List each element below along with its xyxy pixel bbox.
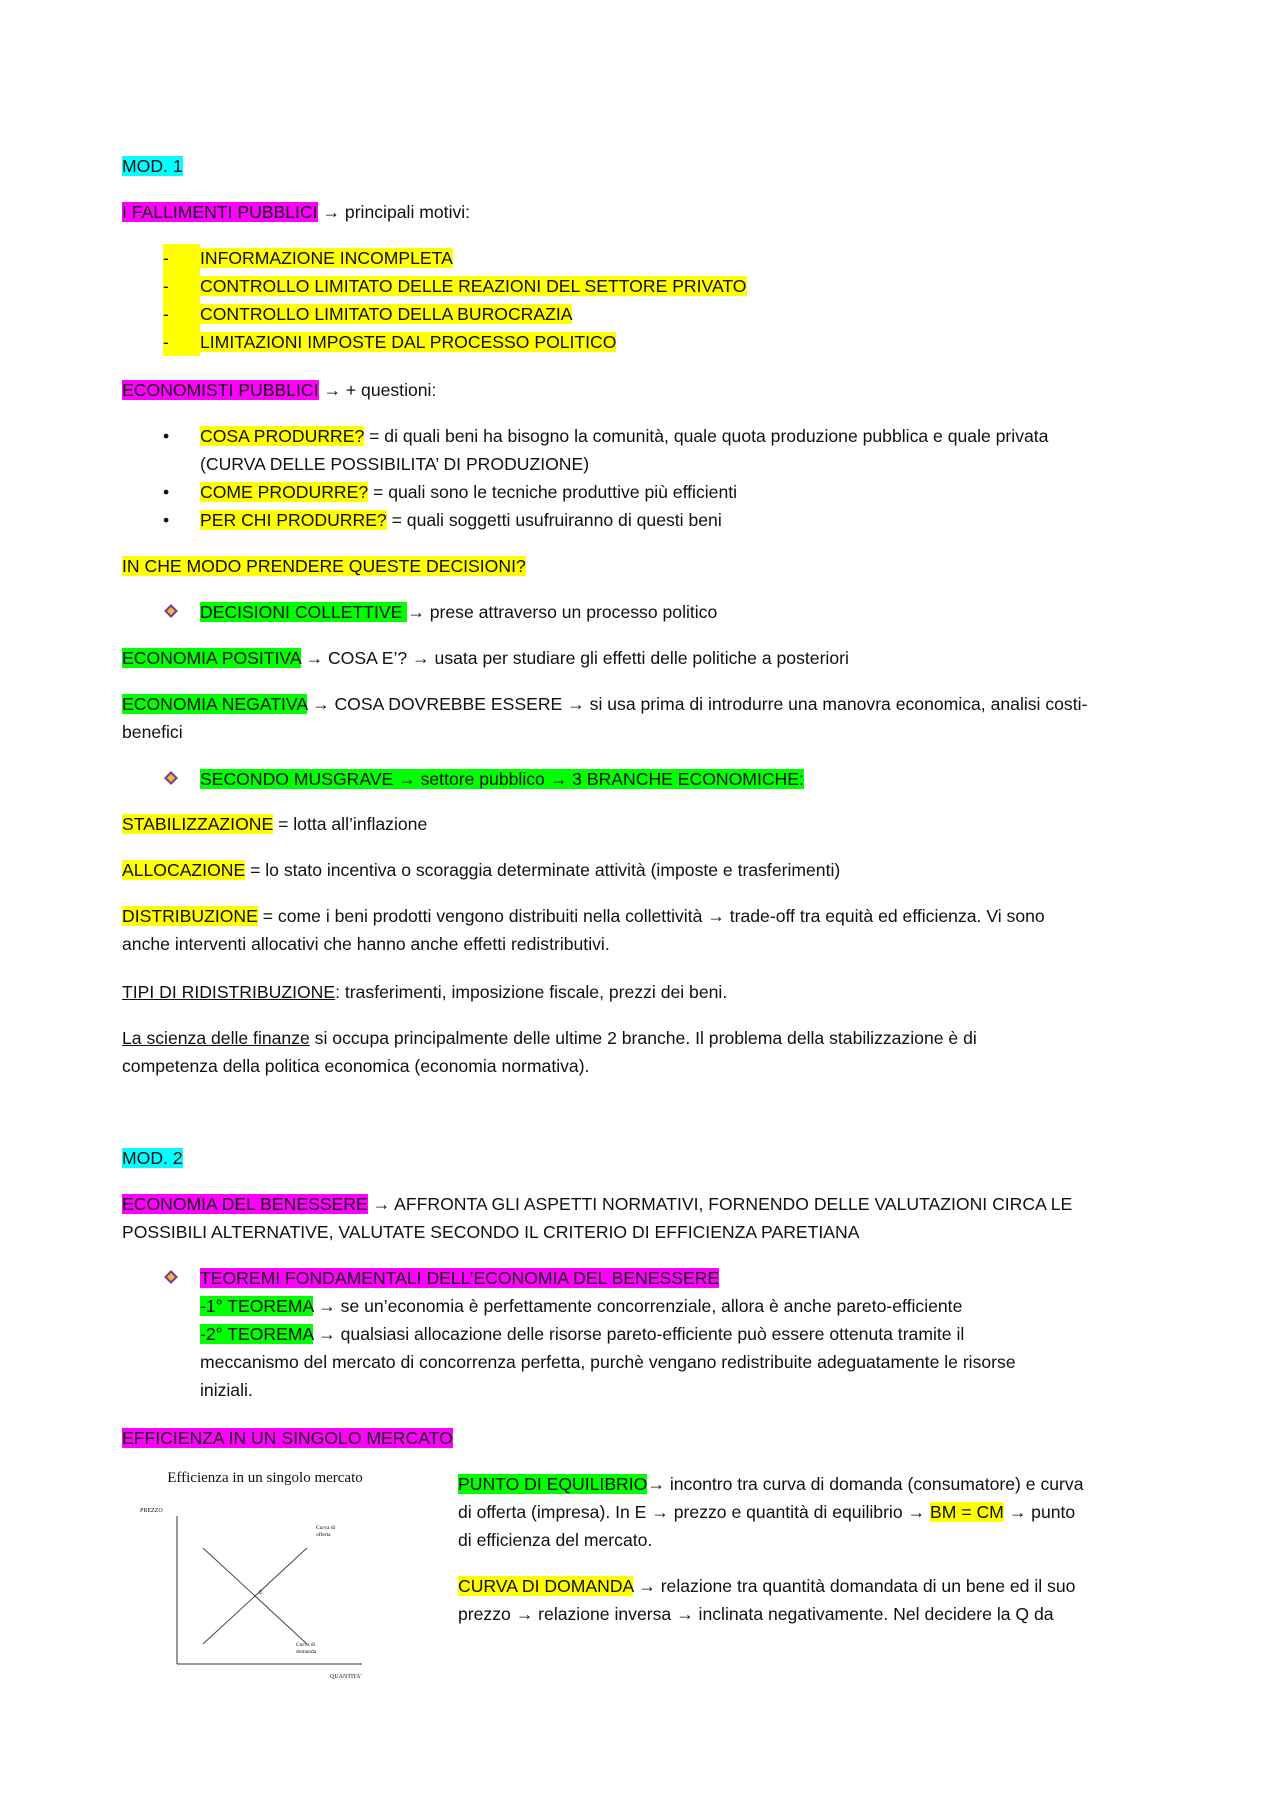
fallimenti-label: I FALLIMENTI PUBBLICI: [122, 202, 318, 222]
offerta-label: Curva di: [316, 1525, 336, 1531]
list-item: INFORMAZIONE INCOMPLETA: [200, 248, 453, 268]
list-item: CONTROLLO LIMITATO DELLA BUROCRAZIA: [200, 304, 573, 324]
economia-negativa: ECONOMIA NEGATIVA → COSA DOVREBBE ESSERE → si usa prima di introdurre una manovra economica, analisi costi-: [122, 694, 1088, 714]
musgrave-item: SECONDO MUSGRAVE → settore pubblico → 3 BRANCHE ECONOMICHE:: [200, 769, 804, 789]
scienza-finanze-cont: competenza della politica economica (economia normativa).: [122, 1056, 590, 1076]
distribuzione-cont: anche interventi allocativi che hanno anche effetti redistributivi.: [122, 934, 610, 954]
offerta-label: offerta: [316, 1532, 331, 1538]
decisioni-item: DECISIONI COLLETTIVE → prese attraverso un processo politico: [200, 602, 718, 622]
fallimenti-heading: I FALLIMENTI PUBBLICI → principali motivi:: [122, 202, 471, 222]
list-item: COME PRODURRE? = quali sono le tecniche produttive più efficienti: [200, 482, 738, 502]
decisioni-question: IN CHE MODO PRENDERE QUESTE DECISIONI?: [122, 556, 526, 576]
list-dash: -: [163, 300, 200, 328]
domanda-label: Curva di: [296, 1642, 316, 1648]
teorema-2-cont: meccanismo del mercato di concorrenza perfetta, purchè vengano redistribuite adeguatamente le risorse: [200, 1352, 1016, 1372]
bullet: •: [163, 426, 170, 446]
list-dash: -: [163, 328, 200, 356]
efficienza-heading: EFFICIENZA IN UN SINGOLO MERCATO: [122, 1428, 453, 1448]
economia-negativa-cont: benefici: [122, 722, 183, 742]
teorema-1: -1° TEOREMA → se un’economia è perfettamente concorrenziale, allora è anche pareto-efficiente: [200, 1296, 963, 1316]
stabilizzazione: STABILIZZAZIONE = lotta all’inflazione: [122, 814, 428, 834]
equilibrio-text: PUNTO DI EQUILIBRIO→ incontro tra curva di domanda (consumatore) e curva: [458, 1474, 1084, 1494]
mod1-title: MOD. 1: [122, 156, 183, 176]
list-item-continuation: (CURVA DELLE POSSIBILITA’ DI PRODUZIONE): [200, 454, 590, 474]
chart-title: Efficienza in un singolo mercato: [167, 1470, 363, 1486]
list-item: COSA PRODURRE? = di quali beni ha bisogno la comunità, quale quota produzione pubblica e quale privata: [200, 426, 1049, 446]
supply-demand-chart: [130, 1466, 400, 1686]
benessere-cont: POSSIBILI ALTERNATIVE, VALUTATE SECONDO IL CRITERIO DI EFFICIENZA PARETIANA: [122, 1222, 860, 1242]
allocazione: ALLOCAZIONE = lo stato incentiva o scoraggia determinate attività (imposte e trasferimenti): [122, 860, 841, 880]
benessere-heading: ECONOMIA DEL BENESSERE → AFFRONTA GLI ASPETTI NORMATIVI, FORNENDO DELLE VALUTAZIONI CIRCA LE: [122, 1194, 1073, 1214]
teorema-2: -2° TEOREMA → qualsiasi allocazione delle risorse pareto-efficiente può essere ottenuta tramite il: [200, 1324, 965, 1344]
teoremi-heading: TEOREMI FONDAMENTALI DELL’ECONOMIA DEL BENESSERE: [200, 1268, 720, 1288]
bullet: •: [163, 510, 170, 530]
x-axis-label: QUANTITA': [330, 1674, 362, 1680]
arrow-bullet-icon: [164, 771, 178, 785]
domanda-cont: prezzo → relazione inversa → inclinata negativamente. Nel decidere la Q da: [458, 1604, 1054, 1624]
domanda-label: domanda: [296, 1649, 317, 1655]
bullet: •: [163, 482, 170, 502]
list-item: PER CHI PRODURRE? = quali soggetti usufruiranno di questi beni: [200, 510, 722, 530]
equilibrio-cont: di offerta (impresa). In E → prezzo e quantità di equilibrio → BM = CM → punto: [458, 1502, 1076, 1522]
equilibrio-cont: di efficienza del mercato.: [458, 1530, 653, 1550]
arrow-bullet-icon: [164, 1270, 178, 1284]
economisti-heading: ECONOMISTI PUBBLICI → + questioni:: [122, 380, 437, 400]
economia-positiva: ECONOMIA POSITIVA → COSA E’? → usata per studiare gli effetti delle politiche a posteriori: [122, 648, 849, 668]
teorema-2-cont: iniziali.: [200, 1380, 253, 1400]
list-item: LIMITAZIONI IMPOSTE DAL PROCESSO POLITICO: [200, 332, 617, 352]
list-item: CONTROLLO LIMITATO DELLE REAZIONI DEL SETTORE PRIVATO: [200, 276, 747, 296]
domanda-text: CURVA DI DOMANDA → relazione tra quantità domandata di un bene ed il suo: [458, 1576, 1076, 1596]
scienza-finanze: La scienza delle finanze si occupa principalmente delle ultime 2 branche. Il problema della stabilizzazione è di: [122, 1028, 977, 1048]
distribuzione: DISTRIBUZIONE = come i beni prodotti vengono distribuiti nella collettività → trade-off tra equità ed efficienza. Vi sono: [122, 906, 1045, 926]
tipi-ridistribuzione: TIPI DI RIDISTRIBUZIONE: trasferimenti, imposizione fiscale, prezzi dei beni.: [122, 982, 728, 1002]
y-axis-label: PREZZO: [140, 1508, 163, 1514]
equilibrium-label: E: [259, 1590, 263, 1596]
list-dash: -: [163, 272, 200, 300]
arrow-bullet-icon: [164, 604, 178, 618]
mod2-title: MOD. 2: [122, 1148, 183, 1168]
list-dash: -: [163, 244, 200, 272]
